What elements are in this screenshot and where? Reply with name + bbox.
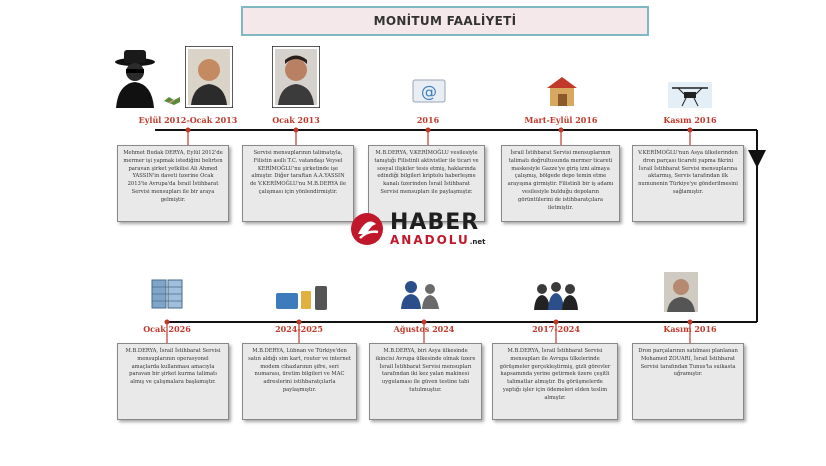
timeline-event-card: İsrail İstihbarat Servisi mensuplarının talimatı doğrultusunda mermer ticareti maskesiyle Gazze'ye giriş izni almaya çalışmış, bölgede depo temin etme arayışına girmiştir. Filistinli bir iş adamı vesilesiyle bulduğu depoların görüntülerini de istihbaratçılara iletmiştir.	[501, 145, 620, 222]
meeting-people-icon	[532, 278, 580, 312]
interrogation-icon	[399, 277, 441, 311]
timeline-event-card: M.B.DERYA, İsrail İstihbarat Servisi mensuplarının operasyonel amaçlarda kullanması amacıyla paravan bir şirket kurma talimatı almış ve çalışmalara başlamıştır.	[117, 343, 229, 420]
timeline-date-label: 2017-2024	[532, 324, 580, 334]
timeline-arrow-icon	[748, 150, 766, 168]
portrait-photo-icon	[664, 272, 698, 312]
portrait-photo-icon	[185, 46, 233, 108]
timeline-date-label: Mart-Eylül 2016	[524, 115, 598, 125]
timeline-event-card: M.B.DERYA, V.KERİMOĞLU vesilesiyle tanıştığı Filistinli aktivistler ile ticari ve sosyal ilişkiler tesis etmiş, haklarında edindiği bilgileri kriptolu haberleşme kanalı üzerinden İsrail İstihbarat Servisi mensupları ile paylaşmıştır.	[368, 145, 485, 222]
watermark-line2: ANADOLU	[390, 233, 470, 247]
timeline-date-label: Ocak 2026	[143, 324, 191, 334]
timeline-event-card: M.B.DERYA, Lübnan ve Türkiye'den satın aldığı sim kart, router ve internet modem cihazlarının şifre, seri numarası, üretim bilgileri ve MAC adreslerini istihbaratçılarla paylaşmıştır.	[242, 343, 357, 420]
handshake-icon	[163, 94, 181, 106]
timeline-date-label: Ağustos 2024	[393, 324, 455, 334]
timeline-event-card: Mehmet Budak DERYA, Eylül 2012'de mermer işi yapmak istediğini belirten paravan şirket yetkilisi Ali Ahmed YASSIN'in daveti üzerine Ocak 2013'te Avrupa'da İsrail İstihbarat Servisi mensupları ile bir araya gelmiştir.	[117, 145, 229, 222]
watermark-logo	[350, 212, 486, 246]
portrait-photo-icon	[272, 46, 320, 108]
watermark-suffix: .net	[469, 238, 486, 246]
timeline-event-card: M.B.DERYA, biri Asya ülkesinde ikincisi Avrupa ülkesinde olmak üzere İsrail İstihbarat Servisi mensupları tarafından iki kez yalan makinesi uygulaması ile güven testine tabi tutulmuştur.	[369, 343, 482, 420]
timeline-date-label: Kasım 2016	[663, 115, 717, 125]
watermark-line1: HABER	[390, 210, 480, 235]
email-icon	[412, 78, 446, 106]
timeline-date-label: 2024-2025	[275, 324, 323, 334]
timeline-date-label: Kasım 2016	[663, 324, 717, 334]
haber-anadolu-logo-icon	[350, 212, 384, 246]
timeline-event-card: Dron parçalarının satılması planlanan Mohamed ZOUARI, İsrail İstihbarat Servisi tarafından Tunus'ta suikasta uğramıştır.	[632, 343, 744, 420]
warehouse-icon	[544, 74, 580, 108]
diagram-title: MONİTUM FAALİYETİ	[373, 14, 517, 28]
timeline-event-card: Servisi mensuplarının talimatıyla, Filistin asıllı T.C. vatandaşı Veysel KERİMOĞLU'nu şirketinde işe almıştır. Diğer taraftan A.A.YASSIN de V.KERİMOĞLU'nu M.B.DERYA ile çalışması için yönlendirmiştir.	[242, 145, 354, 222]
server-rack-icon	[150, 277, 184, 311]
sim-router-icon	[275, 285, 331, 311]
timeline-date-label: Ocak 2013	[272, 115, 320, 125]
timeline-event-card: M.B.DERYA, İsrail İstihbarat Servisi mensupları ile Avrupa ülkelerinde görüşmeler gerçekleştirmiş, gizli görevler kapsamında yerine getirmek üzere çeşitli talimatlar almıştır. Bu görüşmelerde yaptığı işler için ödemeleri elden teslim almıştır.	[492, 343, 618, 420]
drone-icon	[668, 82, 712, 108]
timeline-date-label: Eylül 2012-Ocak 2013	[138, 115, 238, 125]
timeline-date-label: 2016	[416, 115, 440, 125]
spy-hat-icon	[112, 48, 158, 108]
timeline-event-card: V.KERİMOĞLU'nun Asya ülkelerinden dron parçası ticareti yapma fikrini İsrail İstihbarat Servisi mensuplarına aktarmış, Servis tarafından ilk numunenin Türkiye'ye gönderilmesini sağlamıştır.	[632, 145, 744, 222]
svg-text:@: @	[421, 82, 437, 101]
